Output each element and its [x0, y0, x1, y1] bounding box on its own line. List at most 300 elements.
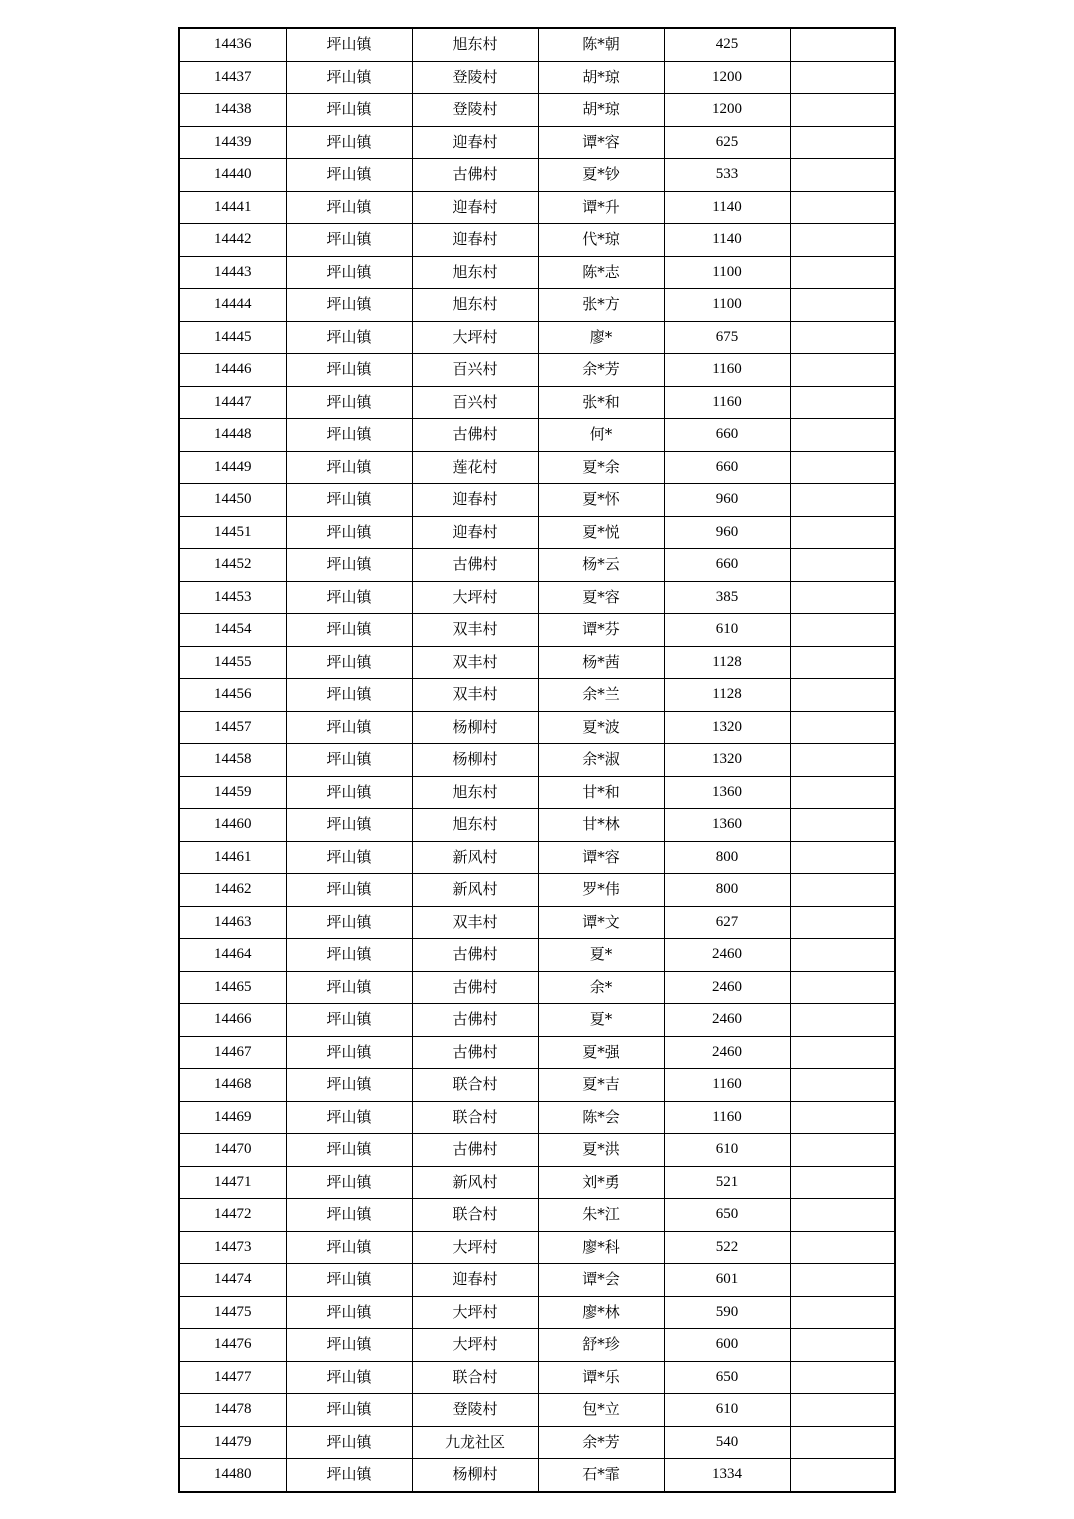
village-cell: 九龙社区 [412, 1426, 538, 1459]
village-cell: 莲花村 [412, 451, 538, 484]
person-name-cell: 陈*志 [538, 256, 664, 289]
town-cell: 坪山镇 [286, 1231, 412, 1264]
village-cell: 新风村 [412, 874, 538, 907]
village-cell: 联合村 [412, 1199, 538, 1232]
town-cell: 坪山镇 [286, 809, 412, 842]
person-name-cell: 夏*钞 [538, 159, 664, 192]
serial-number-cell: 14460 [179, 809, 286, 842]
person-name-cell: 廖* [538, 321, 664, 354]
serial-number-cell: 14441 [179, 191, 286, 224]
village-cell: 古佛村 [412, 939, 538, 972]
village-cell: 杨柳村 [412, 711, 538, 744]
person-name-cell: 夏*洪 [538, 1134, 664, 1167]
town-cell: 坪山镇 [286, 1199, 412, 1232]
amount-cell: 650 [664, 1199, 790, 1232]
person-name-cell: 夏* [538, 939, 664, 972]
amount-cell: 1160 [664, 1101, 790, 1134]
table-row [179, 1361, 895, 1394]
serial-number-cell: 14447 [179, 386, 286, 419]
village-cell: 大坪村 [412, 321, 538, 354]
serial-number-cell: 14480 [179, 1459, 286, 1492]
village-cell: 迎春村 [412, 224, 538, 257]
amount-cell: 540 [664, 1426, 790, 1459]
village-cell: 古佛村 [412, 419, 538, 452]
serial-number-cell: 14468 [179, 1069, 286, 1102]
serial-number-cell: 14461 [179, 841, 286, 874]
person-name-cell: 夏* [538, 1004, 664, 1037]
amount-cell: 601 [664, 1264, 790, 1297]
amount-cell: 650 [664, 1361, 790, 1394]
village-cell: 旭东村 [412, 776, 538, 809]
town-cell: 坪山镇 [286, 28, 412, 61]
serial-number-cell: 14462 [179, 874, 286, 907]
table-row [179, 28, 895, 61]
note-cell [790, 549, 895, 582]
amount-cell: 533 [664, 159, 790, 192]
village-cell: 古佛村 [412, 1036, 538, 1069]
note-cell [790, 1231, 895, 1264]
amount-cell: 1128 [664, 679, 790, 712]
table-row [179, 1101, 895, 1134]
town-cell: 坪山镇 [286, 289, 412, 322]
note-cell [790, 581, 895, 614]
serial-number-cell: 14439 [179, 126, 286, 159]
village-cell: 杨柳村 [412, 1459, 538, 1492]
town-cell: 坪山镇 [286, 581, 412, 614]
serial-number-cell: 14440 [179, 159, 286, 192]
amount-cell: 1128 [664, 646, 790, 679]
village-cell: 双丰村 [412, 679, 538, 712]
amount-cell: 675 [664, 321, 790, 354]
village-cell: 旭东村 [412, 289, 538, 322]
serial-number-cell: 14466 [179, 1004, 286, 1037]
note-cell [790, 1296, 895, 1329]
table-row [179, 1134, 895, 1167]
village-cell: 联合村 [412, 1101, 538, 1134]
note-cell [790, 224, 895, 257]
note-cell [790, 1329, 895, 1362]
person-name-cell: 石*霏 [538, 1459, 664, 1492]
person-name-cell: 余*芳 [538, 354, 664, 387]
town-cell: 坪山镇 [286, 1036, 412, 1069]
town-cell: 坪山镇 [286, 906, 412, 939]
serial-number-cell: 14476 [179, 1329, 286, 1362]
amount-cell: 1320 [664, 744, 790, 777]
amount-cell: 590 [664, 1296, 790, 1329]
town-cell: 坪山镇 [286, 646, 412, 679]
note-cell [790, 1166, 895, 1199]
serial-number-cell: 14470 [179, 1134, 286, 1167]
person-name-cell: 包*立 [538, 1394, 664, 1427]
serial-number-cell: 14452 [179, 549, 286, 582]
town-cell: 坪山镇 [286, 549, 412, 582]
person-name-cell: 谭*容 [538, 126, 664, 159]
amount-cell: 600 [664, 1329, 790, 1362]
town-cell: 坪山镇 [286, 841, 412, 874]
town-cell: 坪山镇 [286, 744, 412, 777]
village-cell: 大坪村 [412, 581, 538, 614]
serial-number-cell: 14464 [179, 939, 286, 972]
amount-cell: 1200 [664, 94, 790, 127]
note-cell [790, 1134, 895, 1167]
table-row [179, 1036, 895, 1069]
town-cell: 坪山镇 [286, 94, 412, 127]
amount-cell: 1100 [664, 289, 790, 322]
table-row [179, 386, 895, 419]
table-row [179, 711, 895, 744]
table-row [179, 516, 895, 549]
table-row [179, 1264, 895, 1297]
table-row [179, 841, 895, 874]
serial-number-cell: 14446 [179, 354, 286, 387]
serial-number-cell: 14472 [179, 1199, 286, 1232]
amount-cell: 522 [664, 1231, 790, 1264]
village-cell: 登陵村 [412, 1394, 538, 1427]
amount-cell: 660 [664, 549, 790, 582]
table-row [179, 906, 895, 939]
town-cell: 坪山镇 [286, 419, 412, 452]
note-cell [790, 1459, 895, 1492]
person-name-cell: 胡*琼 [538, 61, 664, 94]
note-cell [790, 1101, 895, 1134]
note-cell [790, 744, 895, 777]
serial-number-cell: 14459 [179, 776, 286, 809]
serial-number-cell: 14443 [179, 256, 286, 289]
town-cell: 坪山镇 [286, 191, 412, 224]
note-cell [790, 1394, 895, 1427]
person-name-cell: 夏*怀 [538, 484, 664, 517]
note-cell [790, 516, 895, 549]
serial-number-cell: 14477 [179, 1361, 286, 1394]
serial-number-cell: 14438 [179, 94, 286, 127]
note-cell [790, 679, 895, 712]
village-cell: 古佛村 [412, 971, 538, 1004]
note-cell [790, 159, 895, 192]
village-cell: 古佛村 [412, 159, 538, 192]
amount-cell: 1360 [664, 776, 790, 809]
note-cell [790, 386, 895, 419]
town-cell: 坪山镇 [286, 1394, 412, 1427]
town-cell: 坪山镇 [286, 224, 412, 257]
village-cell: 迎春村 [412, 126, 538, 159]
note-cell [790, 1199, 895, 1232]
table-row [179, 1004, 895, 1037]
table-row [179, 256, 895, 289]
serial-number-cell: 14448 [179, 419, 286, 452]
amount-cell: 1160 [664, 1069, 790, 1102]
serial-number-cell: 14442 [179, 224, 286, 257]
town-cell: 坪山镇 [286, 126, 412, 159]
table-row [179, 581, 895, 614]
note-cell [790, 711, 895, 744]
table-row [179, 614, 895, 647]
table-row [179, 679, 895, 712]
village-cell: 新风村 [412, 1166, 538, 1199]
person-name-cell: 刘*勇 [538, 1166, 664, 1199]
note-cell [790, 1004, 895, 1037]
note-cell [790, 906, 895, 939]
village-cell: 双丰村 [412, 906, 538, 939]
serial-number-cell: 14465 [179, 971, 286, 1004]
amount-cell: 1140 [664, 191, 790, 224]
town-cell: 坪山镇 [286, 1426, 412, 1459]
record-table-body [179, 28, 895, 1492]
town-cell: 坪山镇 [286, 484, 412, 517]
note-cell [790, 191, 895, 224]
village-cell: 双丰村 [412, 614, 538, 647]
amount-cell: 610 [664, 1394, 790, 1427]
person-name-cell: 谭*升 [538, 191, 664, 224]
note-cell [790, 646, 895, 679]
person-name-cell: 杨*茜 [538, 646, 664, 679]
table-row [179, 971, 895, 1004]
note-cell [790, 1426, 895, 1459]
serial-number-cell: 14474 [179, 1264, 286, 1297]
amount-cell: 610 [664, 614, 790, 647]
town-cell: 坪山镇 [286, 1329, 412, 1362]
serial-number-cell: 14436 [179, 28, 286, 61]
village-cell: 古佛村 [412, 1134, 538, 1167]
table-row [179, 776, 895, 809]
serial-number-cell: 14455 [179, 646, 286, 679]
person-name-cell: 夏*余 [538, 451, 664, 484]
note-cell [790, 874, 895, 907]
amount-cell: 800 [664, 874, 790, 907]
village-cell: 古佛村 [412, 549, 538, 582]
table-row [179, 191, 895, 224]
person-name-cell: 夏*吉 [538, 1069, 664, 1102]
village-cell: 登陵村 [412, 61, 538, 94]
person-name-cell: 胡*琼 [538, 94, 664, 127]
amount-cell: 521 [664, 1166, 790, 1199]
note-cell [790, 1264, 895, 1297]
town-cell: 坪山镇 [286, 1296, 412, 1329]
note-cell [790, 484, 895, 517]
serial-number-cell: 14445 [179, 321, 286, 354]
note-cell [790, 419, 895, 452]
note-cell [790, 256, 895, 289]
serial-number-cell: 14456 [179, 679, 286, 712]
serial-number-cell: 14467 [179, 1036, 286, 1069]
town-cell: 坪山镇 [286, 679, 412, 712]
village-cell: 古佛村 [412, 1004, 538, 1037]
serial-number-cell: 14453 [179, 581, 286, 614]
amount-cell: 1100 [664, 256, 790, 289]
amount-cell: 610 [664, 1134, 790, 1167]
town-cell: 坪山镇 [286, 159, 412, 192]
amount-cell: 1160 [664, 354, 790, 387]
person-name-cell: 甘*和 [538, 776, 664, 809]
village-cell: 百兴村 [412, 386, 538, 419]
town-cell: 坪山镇 [286, 711, 412, 744]
town-cell: 坪山镇 [286, 354, 412, 387]
table-row [179, 1231, 895, 1264]
table-row [179, 61, 895, 94]
town-cell: 坪山镇 [286, 1361, 412, 1394]
note-cell [790, 809, 895, 842]
serial-number-cell: 14454 [179, 614, 286, 647]
village-cell: 迎春村 [412, 1264, 538, 1297]
note-cell [790, 971, 895, 1004]
table-row [179, 809, 895, 842]
village-cell: 杨柳村 [412, 744, 538, 777]
town-cell: 坪山镇 [286, 1459, 412, 1492]
amount-cell: 1160 [664, 386, 790, 419]
town-cell: 坪山镇 [286, 451, 412, 484]
table-row [179, 874, 895, 907]
village-cell: 大坪村 [412, 1231, 538, 1264]
person-name-cell: 张*和 [538, 386, 664, 419]
table-row [179, 744, 895, 777]
table-row [179, 321, 895, 354]
note-cell [790, 289, 895, 322]
note-cell [790, 451, 895, 484]
amount-cell: 2460 [664, 971, 790, 1004]
person-name-cell: 代*琼 [538, 224, 664, 257]
town-cell: 坪山镇 [286, 1264, 412, 1297]
serial-number-cell: 14458 [179, 744, 286, 777]
table-row [179, 939, 895, 972]
amount-cell: 1334 [664, 1459, 790, 1492]
note-cell [790, 841, 895, 874]
person-name-cell: 谭*芬 [538, 614, 664, 647]
serial-number-cell: 14444 [179, 289, 286, 322]
village-cell: 登陵村 [412, 94, 538, 127]
village-cell: 旭东村 [412, 256, 538, 289]
village-cell: 旭东村 [412, 28, 538, 61]
town-cell: 坪山镇 [286, 61, 412, 94]
amount-cell: 627 [664, 906, 790, 939]
note-cell [790, 614, 895, 647]
table-row [179, 451, 895, 484]
amount-cell: 2460 [664, 939, 790, 972]
town-cell: 坪山镇 [286, 1004, 412, 1037]
table-row [179, 646, 895, 679]
town-cell: 坪山镇 [286, 1101, 412, 1134]
note-cell [790, 1361, 895, 1394]
village-cell: 新风村 [412, 841, 538, 874]
table-row [179, 1296, 895, 1329]
serial-number-cell: 14457 [179, 711, 286, 744]
amount-cell: 960 [664, 484, 790, 517]
table-row [179, 224, 895, 257]
table-row [179, 549, 895, 582]
note-cell [790, 354, 895, 387]
town-cell: 坪山镇 [286, 776, 412, 809]
town-cell: 坪山镇 [286, 874, 412, 907]
person-name-cell: 舒*珍 [538, 1329, 664, 1362]
person-name-cell: 谭*会 [538, 1264, 664, 1297]
table-row [179, 1426, 895, 1459]
note-cell [790, 776, 895, 809]
serial-number-cell: 14449 [179, 451, 286, 484]
serial-number-cell: 14475 [179, 1296, 286, 1329]
person-name-cell: 夏*容 [538, 581, 664, 614]
note-cell [790, 61, 895, 94]
person-name-cell: 余*淑 [538, 744, 664, 777]
note-cell [790, 94, 895, 127]
amount-cell: 960 [664, 516, 790, 549]
person-name-cell: 何* [538, 419, 664, 452]
table-row [179, 94, 895, 127]
table-row [179, 1459, 895, 1492]
note-cell [790, 126, 895, 159]
record-table [178, 27, 896, 1493]
person-name-cell: 甘*林 [538, 809, 664, 842]
table-row [179, 159, 895, 192]
town-cell: 坪山镇 [286, 256, 412, 289]
table-row [179, 1394, 895, 1427]
amount-cell: 2460 [664, 1036, 790, 1069]
serial-number-cell: 14471 [179, 1166, 286, 1199]
table-row [179, 289, 895, 322]
village-cell: 联合村 [412, 1361, 538, 1394]
person-name-cell: 夏*强 [538, 1036, 664, 1069]
amount-cell: 1320 [664, 711, 790, 744]
amount-cell: 800 [664, 841, 790, 874]
table-row [179, 1329, 895, 1362]
table-row [179, 419, 895, 452]
town-cell: 坪山镇 [286, 971, 412, 1004]
table-row [179, 354, 895, 387]
person-name-cell: 廖*林 [538, 1296, 664, 1329]
person-name-cell: 陈*会 [538, 1101, 664, 1134]
town-cell: 坪山镇 [286, 516, 412, 549]
village-cell: 迎春村 [412, 191, 538, 224]
person-name-cell: 谭*容 [538, 841, 664, 874]
person-name-cell: 张*方 [538, 289, 664, 322]
serial-number-cell: 14463 [179, 906, 286, 939]
table-row [179, 484, 895, 517]
person-name-cell: 余*芳 [538, 1426, 664, 1459]
serial-number-cell: 14437 [179, 61, 286, 94]
amount-cell: 385 [664, 581, 790, 614]
table-row [179, 1199, 895, 1232]
village-cell: 旭东村 [412, 809, 538, 842]
person-name-cell: 谭*文 [538, 906, 664, 939]
person-name-cell: 杨*云 [538, 549, 664, 582]
village-cell: 百兴村 [412, 354, 538, 387]
note-cell [790, 321, 895, 354]
person-name-cell: 余*兰 [538, 679, 664, 712]
town-cell: 坪山镇 [286, 1134, 412, 1167]
person-name-cell: 陈*朝 [538, 28, 664, 61]
town-cell: 坪山镇 [286, 386, 412, 419]
serial-number-cell: 14479 [179, 1426, 286, 1459]
person-name-cell: 夏*悦 [538, 516, 664, 549]
town-cell: 坪山镇 [286, 1069, 412, 1102]
person-name-cell: 廖*科 [538, 1231, 664, 1264]
serial-number-cell: 14478 [179, 1394, 286, 1427]
amount-cell: 425 [664, 28, 790, 61]
town-cell: 坪山镇 [286, 614, 412, 647]
table-row [179, 1069, 895, 1102]
person-name-cell: 谭*乐 [538, 1361, 664, 1394]
amount-cell: 2460 [664, 1004, 790, 1037]
note-cell [790, 1069, 895, 1102]
note-cell [790, 939, 895, 972]
amount-cell: 660 [664, 419, 790, 452]
town-cell: 坪山镇 [286, 1166, 412, 1199]
serial-number-cell: 14451 [179, 516, 286, 549]
person-name-cell: 余* [538, 971, 664, 1004]
amount-cell: 1360 [664, 809, 790, 842]
serial-number-cell: 14450 [179, 484, 286, 517]
note-cell [790, 1036, 895, 1069]
amount-cell: 625 [664, 126, 790, 159]
village-cell: 大坪村 [412, 1296, 538, 1329]
village-cell: 大坪村 [412, 1329, 538, 1362]
